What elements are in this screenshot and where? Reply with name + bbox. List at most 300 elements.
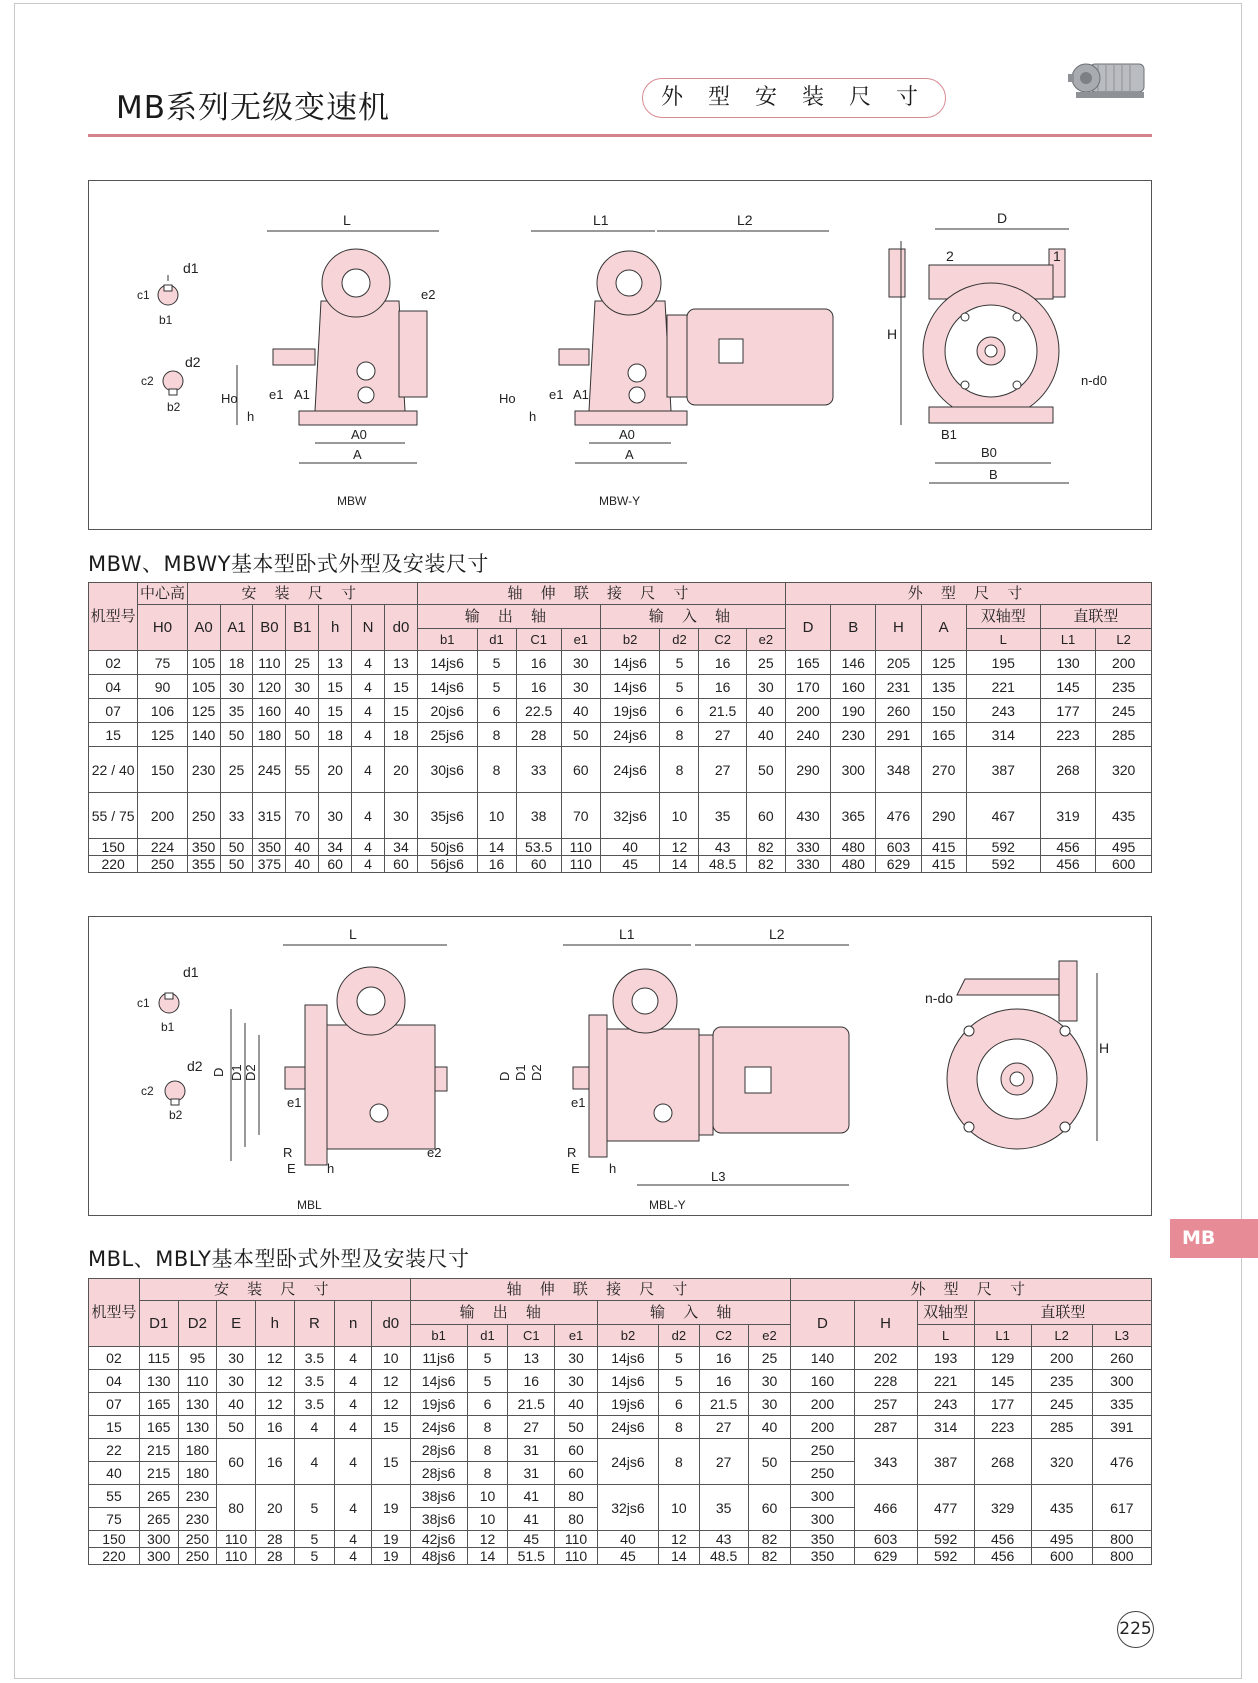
title-rule	[88, 134, 1152, 137]
table-cell: 243	[966, 699, 1040, 723]
table-cell: 32js6	[600, 793, 660, 839]
table-cell: 24js6	[600, 747, 660, 793]
table-cell: 30	[217, 1370, 256, 1393]
table-cell: 50	[748, 1439, 791, 1485]
table-cell: 617	[1092, 1485, 1151, 1531]
table-cell: 10	[477, 793, 516, 839]
table-cell: 10	[467, 1485, 508, 1508]
table-cell: 456	[1040, 839, 1096, 856]
table-cell: 592	[966, 839, 1040, 856]
table-row	[89, 1370, 1152, 1393]
table-cell: 50	[217, 1416, 256, 1439]
table-cell: 48js6	[410, 1548, 467, 1565]
dim-c1: c1	[137, 288, 150, 302]
table-cell: 34	[319, 839, 352, 856]
th-d0: d0	[385, 605, 418, 651]
table-cell: 12	[660, 839, 699, 856]
table-cell: 13	[319, 651, 352, 675]
label-mbl: MBL	[297, 1198, 322, 1212]
table-cell: 30js6	[417, 747, 477, 793]
table-cell: 592	[917, 1531, 974, 1548]
table-cell: 223	[974, 1416, 1031, 1439]
th2-b2: b2	[597, 1325, 658, 1347]
table-cell: 250	[178, 1531, 217, 1548]
table-cell: 70	[561, 793, 600, 839]
table-cell: 42js6	[410, 1531, 467, 1548]
table-cell: 330	[785, 839, 830, 856]
table-cell: 41	[508, 1508, 555, 1531]
table-cell: 223	[1040, 723, 1096, 747]
table-cell: 268	[1040, 747, 1096, 793]
motor-icon	[1068, 52, 1154, 104]
table-cell: 8	[659, 1439, 700, 1485]
table-cell: 30	[220, 675, 253, 699]
table-cell: 33	[220, 793, 253, 839]
table-cell: 25	[748, 1347, 791, 1370]
table-cell: 228	[854, 1370, 917, 1393]
table-cell: 350	[791, 1531, 854, 1548]
table-cell: 28	[516, 723, 561, 747]
table-cell: 15	[89, 1416, 140, 1439]
table-cell: 24js6	[410, 1416, 467, 1439]
table2-title: MBL、MBLY基本型卧式外型及安装尺寸	[88, 1247, 470, 1271]
dim-h-y: h	[529, 409, 537, 424]
table-cell: 95	[178, 1347, 217, 1370]
table-cell: 19	[371, 1485, 410, 1531]
table-cell: 180	[178, 1462, 217, 1485]
table-cell: 145	[974, 1370, 1031, 1393]
label-mbwy: MBW-Y	[599, 494, 641, 508]
table-cell: 106	[138, 699, 187, 723]
table-cell: 27	[699, 1439, 748, 1485]
table-cell: 19	[371, 1531, 410, 1548]
table-cell: 335	[1092, 1393, 1151, 1416]
table-cell: 230	[831, 723, 876, 747]
table-cell: 160	[253, 699, 286, 723]
table-cell: 314	[917, 1416, 974, 1439]
table-cell: 105	[187, 675, 220, 699]
table-cell: 02	[89, 651, 138, 675]
table-cell: 60	[217, 1439, 256, 1485]
table-cell: 466	[854, 1485, 917, 1531]
th-A0: A0	[187, 605, 220, 651]
table-cell: 30	[555, 1347, 598, 1370]
table-cell: 300	[139, 1548, 178, 1565]
th-model: 机型号	[89, 583, 138, 651]
dim-B1: B1	[941, 427, 957, 442]
dim-e1-y: e1	[549, 387, 564, 402]
table1-title: MBW、MBWY基本型卧式外型及安装尺寸	[88, 552, 489, 576]
table-cell: 110	[217, 1531, 256, 1548]
th2-D1: D1	[139, 1301, 178, 1347]
table-cell: 16	[699, 1347, 748, 1370]
table-cell: 110	[178, 1370, 217, 1393]
table-cell: 10	[659, 1485, 700, 1531]
table-cell: 53.5	[516, 839, 561, 856]
table-cell: 343	[854, 1439, 917, 1485]
table-cell: 50	[746, 747, 785, 793]
table-cell: 243	[917, 1393, 974, 1416]
th2-double: 双轴型	[917, 1301, 974, 1325]
table-cell: 5	[659, 1370, 700, 1393]
table-cell: 8	[467, 1416, 508, 1439]
table-cell: 165	[139, 1393, 178, 1416]
th-d2: d2	[660, 629, 699, 651]
table-cell: 480	[831, 856, 876, 873]
table-cell: 5	[660, 675, 699, 699]
table-cell: 260	[876, 699, 921, 723]
table-cell: 592	[917, 1548, 974, 1565]
table-cell: 435	[1096, 793, 1152, 839]
table-cell: 257	[854, 1393, 917, 1416]
table-cell: 60	[555, 1462, 598, 1485]
dim-A-y: A	[625, 447, 634, 462]
table-cell: 265	[139, 1508, 178, 1531]
table2-body	[89, 1347, 1152, 1565]
table-cell: 60	[555, 1439, 598, 1462]
table-cell: 291	[876, 723, 921, 747]
table-cell: 300	[791, 1485, 854, 1508]
table-cell: 16	[508, 1370, 555, 1393]
dim-A0-y: A0	[619, 427, 635, 442]
table-cell: 40	[217, 1393, 256, 1416]
table-cell: 40	[286, 839, 319, 856]
table-cell: 129	[974, 1347, 1031, 1370]
table-cell: 15	[89, 723, 138, 747]
table-cell: 8	[477, 747, 516, 793]
table-cell: 350	[791, 1548, 854, 1565]
table-cell: 348	[876, 747, 921, 793]
table-cell: 350	[253, 839, 286, 856]
table-cell: 456	[1040, 856, 1096, 873]
table-cell: 16	[699, 675, 746, 699]
dim2-e2: e2	[427, 1145, 442, 1160]
table-cell: 4	[352, 856, 385, 873]
th2-H: H	[854, 1301, 917, 1347]
table-cell: 12	[371, 1393, 410, 1416]
table-cell: 150	[921, 699, 966, 723]
table-cell: 35	[220, 699, 253, 723]
table-mbl	[88, 1278, 1152, 1565]
th2-e2: e2	[748, 1325, 791, 1347]
table-cell: 130	[178, 1393, 217, 1416]
table-cell: 14js6	[410, 1370, 467, 1393]
table-cell: 40	[286, 699, 319, 723]
mbl-view	[211, 926, 447, 1212]
table-cell: 287	[854, 1416, 917, 1439]
dim2-D2-y: D2	[529, 1064, 544, 1081]
table-cell: 60	[385, 856, 418, 873]
th2-output: 输 出 轴	[410, 1301, 597, 1325]
dim2-L1: L1	[619, 926, 635, 942]
table-row	[89, 793, 1152, 839]
dim2-D-y: D	[497, 1071, 512, 1081]
table-cell: 4	[335, 1370, 372, 1393]
th-double: 双轴型	[966, 605, 1040, 629]
table-cell: 387	[917, 1439, 974, 1485]
table-cell: 5	[294, 1531, 335, 1548]
table-cell: 195	[966, 651, 1040, 675]
table-cell: 04	[89, 675, 138, 699]
table-cell: 40	[600, 839, 660, 856]
table-cell: 30	[748, 1393, 791, 1416]
table-cell: 435	[1031, 1485, 1092, 1531]
table-cell: 20	[255, 1485, 294, 1531]
table-cell: 40	[746, 699, 785, 723]
dim-b1: b1	[159, 313, 173, 327]
table-cell: 4	[335, 1416, 372, 1439]
table-cell: 13	[385, 651, 418, 675]
table-cell: 28	[255, 1531, 294, 1548]
table-cell: 40	[89, 1462, 140, 1485]
table-cell: 150	[89, 839, 138, 856]
table-cell: 30	[748, 1370, 791, 1393]
table-cell: 629	[854, 1548, 917, 1565]
drawing-mbw	[88, 180, 1152, 530]
table-cell: 18	[220, 651, 253, 675]
table-cell: 130	[178, 1416, 217, 1439]
dim-A: A	[353, 447, 362, 462]
table-cell: 495	[1031, 1531, 1092, 1548]
table-cell: 8	[467, 1439, 508, 1462]
mb-tab[interactable]: MB	[1170, 1219, 1258, 1258]
table-mbw	[88, 582, 1152, 873]
table-cell: 245	[1031, 1393, 1092, 1416]
mbwy-view	[499, 212, 833, 508]
table-cell: 28	[255, 1548, 294, 1565]
table-cell: 125	[921, 651, 966, 675]
table-cell: 13	[508, 1347, 555, 1370]
table-cell: 30	[561, 651, 600, 675]
th-H: H	[876, 605, 921, 651]
table-cell: 200	[1031, 1347, 1092, 1370]
th-B0: B0	[253, 605, 286, 651]
table2-header-row2	[89, 1301, 1152, 1325]
table-cell: 70	[286, 793, 319, 839]
th2-direct: 直联型	[974, 1301, 1151, 1325]
th2-L: L	[917, 1325, 974, 1347]
table-cell: 603	[854, 1531, 917, 1548]
table1-header-row2	[89, 605, 1152, 629]
table-cell: 40	[597, 1531, 658, 1548]
key-section-output	[137, 260, 199, 327]
table-cell: 24js6	[600, 723, 660, 747]
table-cell: 165	[785, 651, 830, 675]
table-cell: 250	[791, 1439, 854, 1462]
table-cell: 285	[1096, 723, 1152, 747]
table-cell: 456	[974, 1548, 1031, 1565]
table-cell: 40	[746, 723, 785, 747]
th-C1: C1	[516, 629, 561, 651]
table-cell: 300	[139, 1531, 178, 1548]
th2-d0: d0	[371, 1301, 410, 1347]
table-cell: 18	[319, 723, 352, 747]
table-cell: 315	[253, 793, 286, 839]
table-row	[89, 1485, 1152, 1508]
table-cell: 20js6	[417, 699, 477, 723]
dim-e1: e1	[269, 387, 284, 402]
table-cell: 4	[352, 793, 385, 839]
table-cell: 215	[139, 1462, 178, 1485]
table-cell: 6	[659, 1393, 700, 1416]
table-cell: 21.5	[699, 699, 746, 723]
dim2-b2: b2	[169, 1108, 183, 1122]
table-row	[89, 675, 1152, 699]
table-cell: 355	[187, 856, 220, 873]
table-cell: 4	[352, 651, 385, 675]
table-cell: 125	[138, 723, 187, 747]
table-cell: 5	[294, 1485, 335, 1531]
dim2-H: H	[1099, 1040, 1110, 1056]
table-cell: 140	[791, 1347, 854, 1370]
table-cell: 125	[187, 699, 220, 723]
table-cell: 4	[335, 1548, 372, 1565]
table-cell: 12	[255, 1347, 294, 1370]
table-cell: 4	[335, 1347, 372, 1370]
table-row	[89, 1439, 1152, 1462]
table-cell: 16	[477, 856, 516, 873]
table-cell: 75	[89, 1508, 140, 1531]
th-L2: L2	[1096, 629, 1152, 651]
table-cell: 30	[217, 1347, 256, 1370]
table-cell: 110	[253, 651, 286, 675]
th-b2: b2	[600, 629, 660, 651]
th-b1: b1	[417, 629, 477, 651]
table-cell: 60	[746, 793, 785, 839]
table-cell: 25js6	[417, 723, 477, 747]
dim2-c2: c2	[141, 1084, 154, 1098]
table-cell: 16	[699, 651, 746, 675]
table-cell: 3.5	[294, 1347, 335, 1370]
table-cell: 27	[699, 1416, 748, 1439]
th-input: 输 入 轴	[600, 605, 785, 629]
table-cell: 38js6	[410, 1485, 467, 1508]
th2-outline: 外 型 尺 寸	[791, 1279, 1152, 1301]
dim-B0: B0	[981, 445, 997, 460]
table-cell: 365	[831, 793, 876, 839]
table-cell: 40	[748, 1416, 791, 1439]
table-cell: 190	[831, 699, 876, 723]
table-cell: 160	[791, 1370, 854, 1393]
th2-shaft: 轴 伸 联 接 尺 寸	[410, 1279, 791, 1301]
dim-L2: L2	[737, 212, 753, 228]
dim-H: H	[887, 326, 898, 342]
th-outline: 外 型 尺 寸	[785, 583, 1151, 605]
table-cell: 50	[286, 723, 319, 747]
table-cell: 200	[785, 699, 830, 723]
table-cell: 120	[253, 675, 286, 699]
table-cell: 4	[352, 699, 385, 723]
dim2-h-y: h	[609, 1161, 617, 1176]
table-cell: 160	[831, 675, 876, 699]
table-cell: 28js6	[410, 1462, 467, 1485]
table-cell: 800	[1092, 1531, 1151, 1548]
table-cell: 5	[467, 1370, 508, 1393]
table-row	[89, 699, 1152, 723]
th2-D: D	[791, 1301, 854, 1347]
th2-L3: L3	[1092, 1325, 1151, 1347]
table-cell: 245	[1096, 699, 1152, 723]
dim-A1-y: A1	[573, 387, 589, 402]
table-cell: 14js6	[600, 675, 660, 699]
table-cell: 35	[699, 1485, 748, 1531]
mbl-side-view	[925, 961, 1109, 1149]
table-cell: 30	[555, 1370, 598, 1393]
table-row	[89, 747, 1152, 793]
table1-body	[89, 651, 1152, 873]
table-cell: 110	[217, 1548, 256, 1565]
table-cell: 33	[516, 747, 561, 793]
table-cell: 56js6	[417, 856, 477, 873]
dim-A1: A1	[294, 387, 310, 402]
table-cell: 40	[286, 856, 319, 873]
table-cell: 07	[89, 699, 138, 723]
table-row	[89, 723, 1152, 747]
table-cell: 150	[138, 747, 187, 793]
table-cell: 135	[921, 675, 966, 699]
table-cell: 200	[791, 1393, 854, 1416]
table-cell: 14js6	[597, 1347, 658, 1370]
table-cell: 221	[966, 675, 1040, 699]
table-cell: 22.5	[516, 699, 561, 723]
table-cell: 12	[255, 1393, 294, 1416]
dim2-R: R	[283, 1145, 293, 1160]
table-cell: 80	[555, 1508, 598, 1531]
table-cell: 320	[1096, 747, 1152, 793]
table-cell: 224	[138, 839, 187, 856]
table-cell: 07	[89, 1393, 140, 1416]
table-cell: 391	[1092, 1416, 1151, 1439]
table-cell: 19js6	[600, 699, 660, 723]
table-cell: 10	[660, 793, 699, 839]
table-cell: 480	[831, 839, 876, 856]
th2-D2: D2	[178, 1301, 217, 1347]
table-cell: 250	[187, 793, 220, 839]
table-cell: 600	[1031, 1548, 1092, 1565]
table-cell: 600	[1096, 856, 1152, 873]
table-cell: 8	[660, 747, 699, 793]
table-cell: 31	[508, 1439, 555, 1462]
table-cell: 330	[785, 856, 830, 873]
table-cell: 230	[187, 747, 220, 793]
dim2-c1: c1	[137, 996, 150, 1010]
dim2-R-y: R	[567, 1145, 577, 1160]
table-cell: 50	[555, 1416, 598, 1439]
table-cell: 146	[831, 651, 876, 675]
table-cell: 10	[371, 1347, 410, 1370]
table-cell: 15	[371, 1439, 410, 1485]
dim2-E-y: E	[571, 1161, 580, 1176]
table-cell: 14js6	[417, 675, 477, 699]
table-cell: 4	[352, 675, 385, 699]
th2-d2: d2	[659, 1325, 700, 1347]
table-cell: 40	[561, 699, 600, 723]
table-cell: 6	[477, 699, 516, 723]
table-cell: 200	[138, 793, 187, 839]
dim2-b1: b1	[161, 1020, 175, 1034]
table-cell: 150	[89, 1531, 140, 1548]
th-e2: e2	[746, 629, 785, 651]
dim2-D1-y: D1	[513, 1064, 528, 1081]
table-cell: 24js6	[597, 1416, 658, 1439]
table-cell: 5	[659, 1347, 700, 1370]
th-e1: e1	[561, 629, 600, 651]
th-L: L	[966, 629, 1040, 651]
table-cell: 20	[319, 747, 352, 793]
table-row	[89, 856, 1152, 873]
table-cell: 38	[516, 793, 561, 839]
table-cell: 30	[385, 793, 418, 839]
